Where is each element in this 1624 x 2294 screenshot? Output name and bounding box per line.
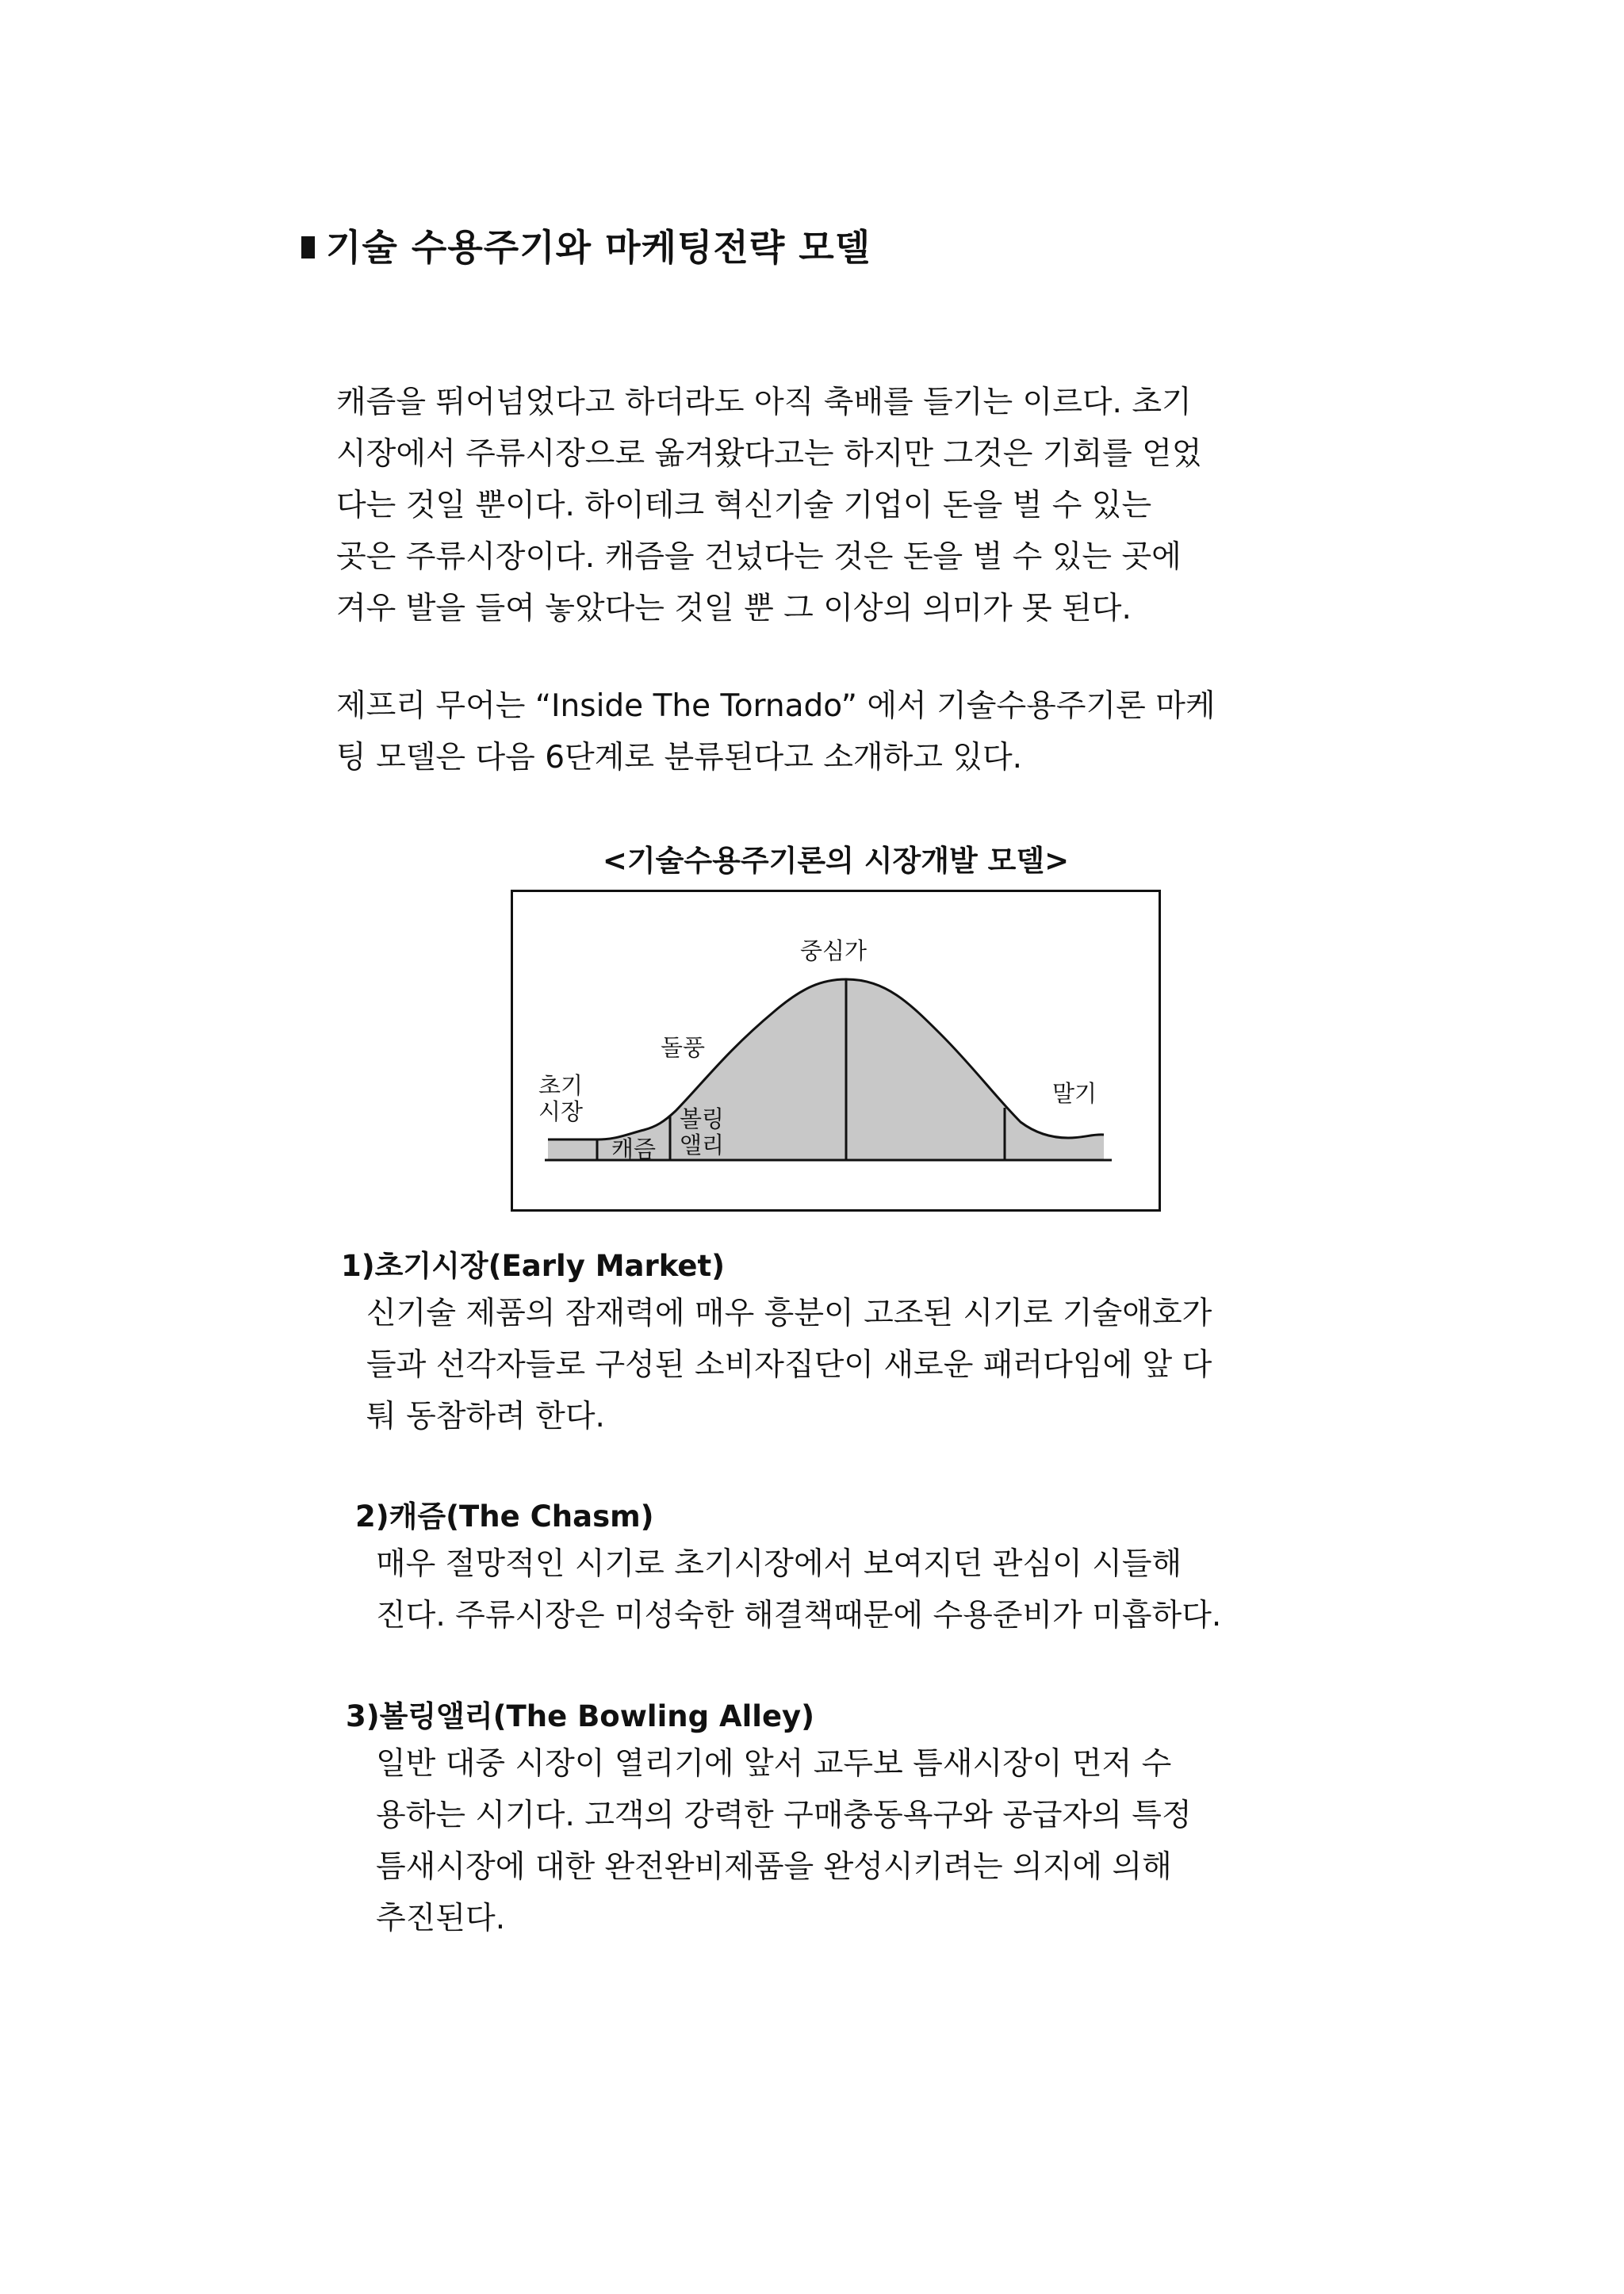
section-line: 용하는 시기다. 고객의 강력한 구매충동욕구와 공급자의 특정 (376, 1798, 1192, 1833)
label-chasm: 캐즘 (611, 1136, 657, 1162)
section-line: 추진된다. (376, 1901, 506, 1936)
section-line: 매우 절망적인 시기로 초기시장에서 보여지던 관심이 시들해 (376, 1546, 1182, 1582)
section-line: 들과 선각자들로 구성된 소비자집단이 새로운 패러다임에 앞 다 (366, 1347, 1212, 1383)
intro-line: 겨우 발을 들여 놓았다는 것일 뿐 그 이상의 의미가 못 된다. (336, 591, 1132, 626)
intro-paragraph (336, 377, 1297, 634)
section-heading-bowling-alley: 3)볼링앨리(The Bowling Alley) (346, 1699, 815, 1733)
intro-line: 캐즘을 뛰어넘었다고 하더라도 아직 축배를 들기는 이르다. 초기 (336, 385, 1192, 420)
intro-line: 시장에서 주류시장으로 옮겨왔다고는 하지만 그것은 기회를 얻었 (336, 436, 1202, 472)
label-end: 말기 (1052, 1080, 1097, 1107)
moore-paragraph (336, 680, 1297, 783)
moore-line: 제프리 무어는 “Inside The Tornado” 에서 기술수용주기론 마케 (336, 688, 1216, 724)
intro-line: 다는 것일 뿐이다. 하이테크 혁신기술 기업이 돈을 벌 수 있는 (336, 488, 1152, 523)
section-body-chasm (376, 1538, 1297, 1641)
label-tornado: 돌풍 (661, 1034, 706, 1061)
moore-line: 팅 모델은 다음 6단계로 분류된다고 소개하고 있다. (336, 740, 1023, 776)
section-line: 틈새시장에 대한 완전완비제품을 완성시키려는 의지에 의해 (376, 1849, 1172, 1885)
bullet-square-icon (301, 236, 315, 259)
section-line: 퉈 동참하려 한다. (366, 1399, 605, 1434)
section-body-bowling-alley (376, 1738, 1297, 1944)
section-heading-chasm: 2)캐즘(The Chasm) (355, 1499, 654, 1534)
section-line: 일반 대중 시장이 열리기에 앞서 교두보 틈새시장이 먼저 수 (376, 1746, 1172, 1782)
diagram-caption: <기술수용주기론의 시장개발 모델> (602, 844, 1070, 878)
page-title (301, 219, 871, 271)
label-bowling-line2: 앨리 (680, 1132, 725, 1158)
label-bowling-line1: 볼링 (680, 1105, 725, 1132)
lifecycle-svg (513, 892, 1163, 1214)
label-main-street: 중심가 (800, 937, 868, 964)
label-early-line1: 초기 (538, 1072, 584, 1099)
section-heading-early-market: 1)초기시장(Early Market) (341, 1249, 726, 1283)
page-title-text: 기술 수용주기와 마케팅전략 모델 (326, 226, 871, 269)
intro-line: 곳은 주류시장이다. 캐즘을 건넜다는 것은 돈을 벌 수 있는 곳에 (336, 539, 1182, 575)
label-early-line2: 시장 (538, 1098, 584, 1125)
section-line: 진다. 주류시장은 미성숙한 해결책때문에 수용준비가 미흡하다. (376, 1598, 1222, 1633)
section-body-early-market (366, 1288, 1297, 1442)
section-line: 신기술 제품의 잠재력에 매우 흥분이 고조된 시기로 기술애호가 (366, 1296, 1212, 1331)
adoption-lifecycle-diagram (511, 890, 1161, 1212)
